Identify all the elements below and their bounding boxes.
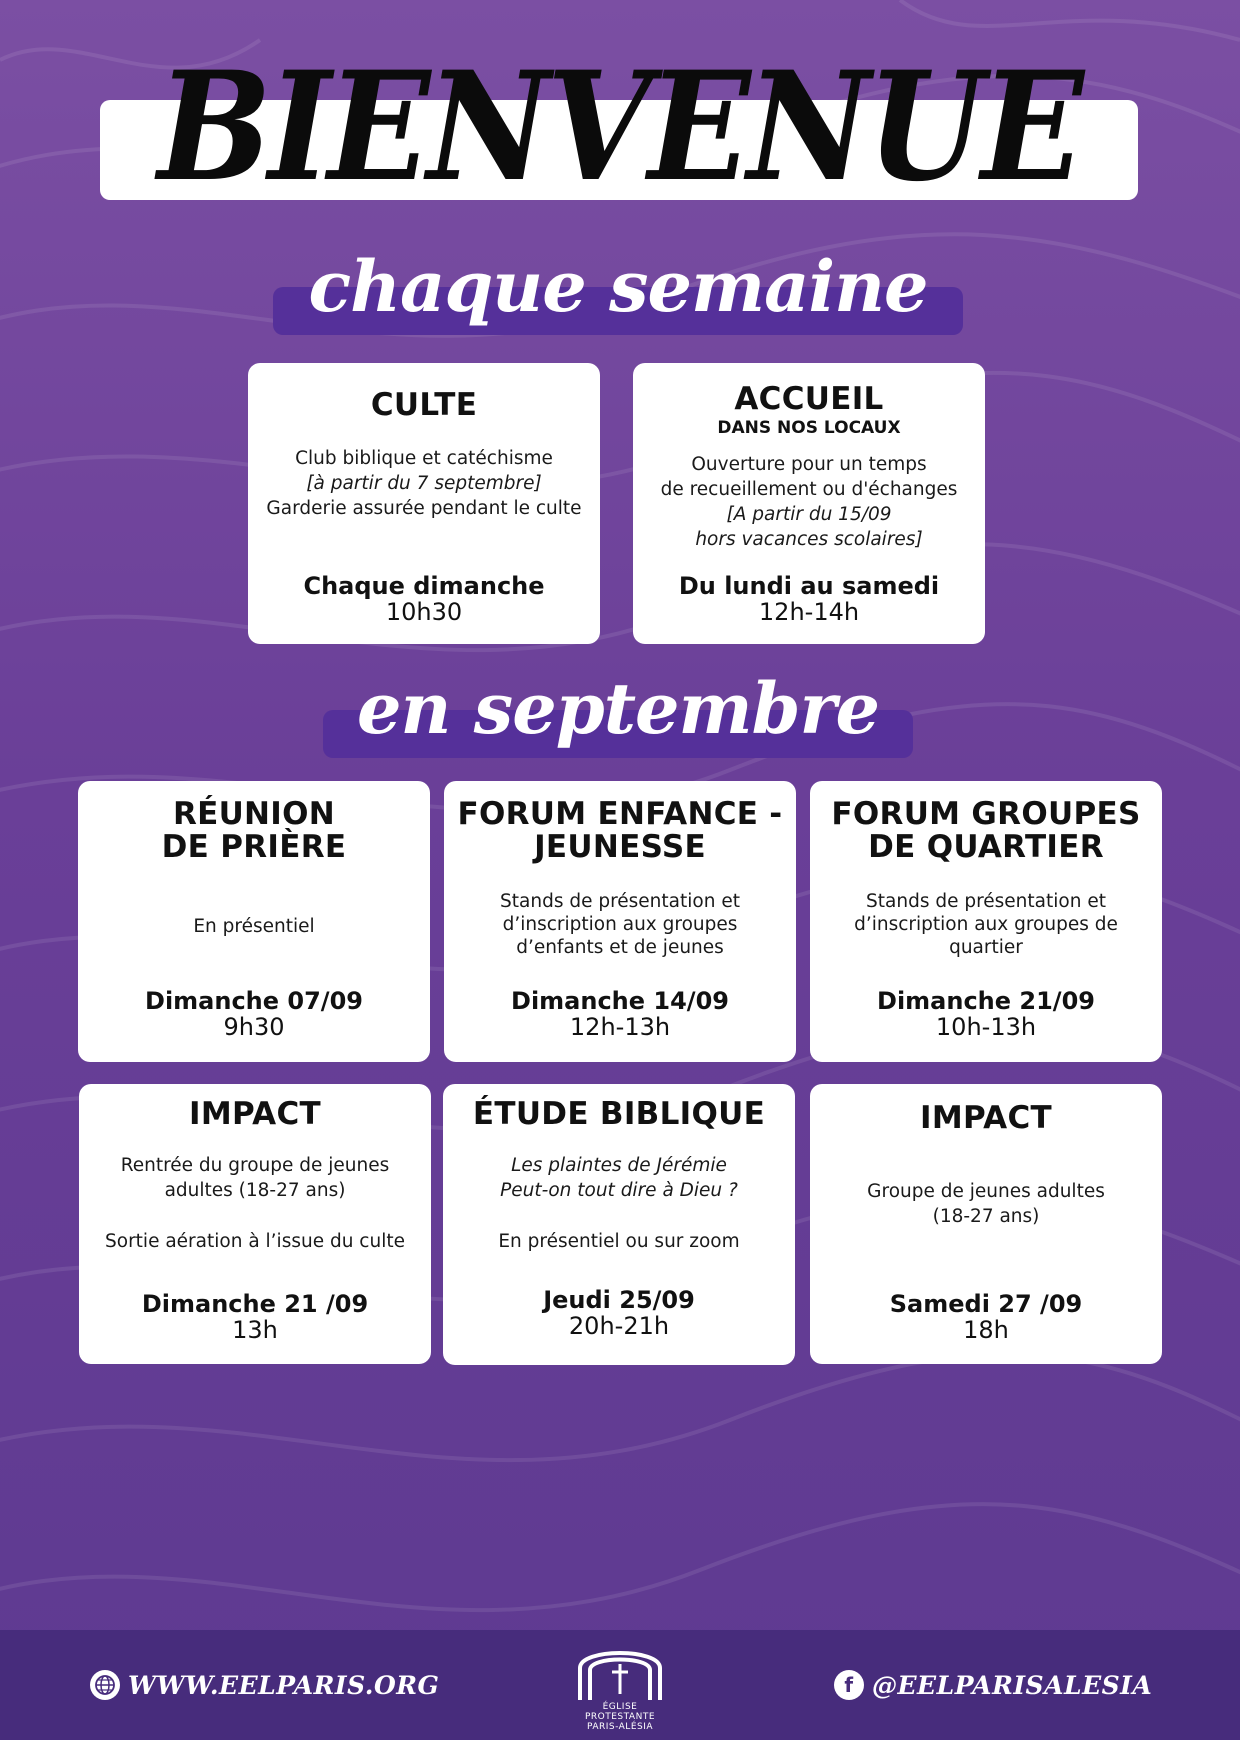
logo-line: PROTESTANTE <box>584 1712 656 1722</box>
card-impact-1 <box>79 1084 431 1364</box>
card-when: Du lundi au samedi <box>678 572 940 600</box>
desc-line: Ouverture pour un temps <box>691 454 927 475</box>
card-title <box>444 798 796 864</box>
title-line: DE PRIÈRE <box>161 829 347 865</box>
website-text: WWW.EELPARIS.ORG <box>128 1670 440 1700</box>
desc-line: Club biblique et catéchisme <box>295 448 553 469</box>
section-heading-weekly: chaque semaine <box>308 245 928 328</box>
card-when: Chaque dimanche <box>303 572 545 600</box>
title-line: JEUNESSE <box>534 829 706 865</box>
logo-line: PARIS-ALÉSIA <box>586 1722 654 1732</box>
desc-italic-line: Les plaintes de Jérémie <box>511 1155 727 1176</box>
desc-italic-line: Peut-on tout dire à Dieu ? <box>500 1180 738 1201</box>
social-text: @EELPARISALESIA <box>872 1670 1153 1700</box>
card-forum-enfance <box>444 781 796 1062</box>
card-title: IMPACT <box>189 1096 321 1132</box>
desc-line: d’inscription aux groupes de <box>854 914 1118 935</box>
card-title: CULTE <box>370 387 478 423</box>
card-time: 13h <box>232 1316 278 1344</box>
facebook-icon: f <box>834 1670 864 1700</box>
desc-line: Stands de présentation et <box>500 891 740 912</box>
church-arch-icon <box>572 1638 668 1702</box>
website-link[interactable] <box>90 1668 439 1702</box>
title-line: DE QUARTIER <box>868 829 1104 865</box>
desc-line: de recueillement ou d'échanges <box>660 479 958 500</box>
card-when: Dimanche 14/09 <box>511 987 729 1015</box>
card-when: Samedi 27 /09 <box>889 1290 1083 1318</box>
card-accueil <box>633 363 985 644</box>
desc-line: Stands de présentation et <box>866 891 1106 912</box>
card-title: ACCUEIL <box>734 381 884 417</box>
card-time: 12h-14h <box>758 598 860 626</box>
card-reunion-priere <box>78 781 430 1062</box>
card-title: ÉTUDE BIBLIQUE <box>472 1096 766 1132</box>
church-logo <box>572 1638 668 1734</box>
card-time: 9h30 <box>223 1013 285 1041</box>
card-impact-2 <box>810 1084 1162 1364</box>
page-title: BIENVENUE <box>157 39 1081 215</box>
desc-line: Sortie aération à l’issue du culte <box>105 1231 405 1252</box>
logo-text <box>572 1702 668 1732</box>
desc-italic-line: [A partir du 15/09 <box>726 504 892 525</box>
desc-line: (18-27 ans) <box>932 1206 1040 1227</box>
card-when: Dimanche 21 /09 <box>141 1290 369 1318</box>
card-time: 12h-13h <box>569 1013 671 1041</box>
desc-line: Garderie assurée pendant le culte <box>266 498 582 519</box>
title-line: RÉUNION <box>172 796 336 832</box>
card-etude-biblique <box>443 1084 795 1365</box>
card-when: Dimanche 07/09 <box>145 987 363 1015</box>
card-forum-quartier <box>810 781 1162 1062</box>
section-heading-september: en septembre <box>357 667 879 750</box>
card-time: 18h <box>963 1316 1009 1344</box>
card-time: 10h-13h <box>935 1013 1037 1041</box>
desc-line: adultes (18-27 ans) <box>164 1180 346 1201</box>
title-line: FORUM GROUPES <box>831 796 1141 832</box>
desc-line: Groupe de jeunes adultes <box>867 1181 1105 1202</box>
card-description <box>810 890 1162 959</box>
card-culte <box>248 363 600 644</box>
card-description <box>633 452 985 552</box>
desc-line: En présentiel ou sur zoom <box>498 1231 740 1252</box>
card-time: 20h-21h <box>568 1312 670 1340</box>
title-line: FORUM ENFANCE - <box>457 796 783 832</box>
desc-line: En présentiel <box>193 916 315 937</box>
card-subtitle: DANS NOS LOCAUX <box>717 418 901 438</box>
card-description <box>248 446 600 521</box>
card-title <box>810 798 1162 864</box>
desc-line: d’enfants et de jeunes <box>516 937 724 958</box>
card-when: Jeudi 25/09 <box>543 1286 695 1314</box>
logo-line: ÉGLISE <box>602 1702 638 1712</box>
card-title: IMPACT <box>920 1100 1052 1136</box>
card-title <box>78 798 430 864</box>
card-description <box>79 1153 431 1254</box>
desc-line: d’inscription aux groupes <box>502 914 738 935</box>
card-description <box>443 1153 795 1254</box>
desc-line: quartier <box>949 937 1023 958</box>
card-description <box>810 1179 1162 1229</box>
desc-italic-line: hors vacances scolaires] <box>695 529 923 550</box>
card-time: 10h30 <box>385 598 463 626</box>
card-description <box>444 890 796 959</box>
card-when: Dimanche 21/09 <box>877 987 1095 1015</box>
globe-icon <box>90 1670 120 1700</box>
desc-italic-line: [à partir du 7 septembre] <box>306 473 542 494</box>
social-link[interactable] <box>834 1668 1152 1702</box>
card-description <box>78 914 430 939</box>
desc-line: Rentrée du groupe de jeunes <box>120 1155 390 1176</box>
